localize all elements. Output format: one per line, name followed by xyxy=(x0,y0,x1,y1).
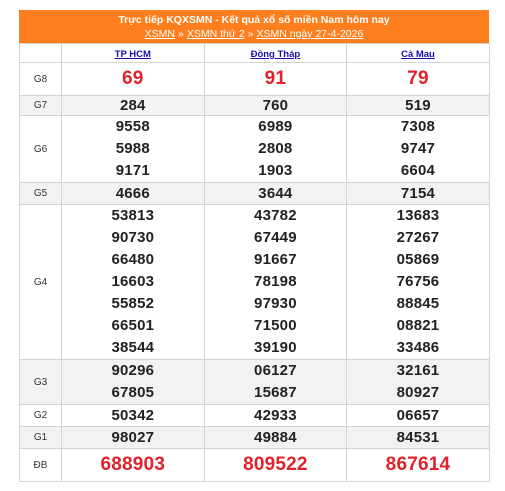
prize-label: G3 xyxy=(20,360,62,405)
prize-number: 15687 xyxy=(254,384,297,401)
prize-cell xyxy=(347,96,490,116)
province-link-ca-mau[interactable]: Cà Mau xyxy=(401,49,435,60)
prize-cell xyxy=(62,427,205,449)
prize-number: 71500 xyxy=(254,317,297,334)
prize-number: 9558 xyxy=(115,118,150,135)
prize-cell xyxy=(347,360,490,405)
results-widget xyxy=(19,10,489,482)
prize-number: 39190 xyxy=(254,339,297,356)
prize-number: 06127 xyxy=(254,362,297,379)
prize-cell xyxy=(204,116,347,183)
prize-number: 90730 xyxy=(111,229,155,246)
prize-number: 88845 xyxy=(396,295,440,312)
prize-cell xyxy=(347,449,490,482)
prize-cell xyxy=(204,405,347,427)
prize-number: 78198 xyxy=(254,273,297,290)
header-blank-cell xyxy=(20,44,62,63)
prize-cell xyxy=(204,449,347,482)
results-banner xyxy=(19,10,489,43)
prize-number: 53813 xyxy=(111,207,155,224)
prize-row-g3 xyxy=(20,360,490,405)
banner-title: Trực tiếp KQXSMN - Kết quả xổ số miền Nam hôm nay xyxy=(118,14,390,26)
prize-number: 6989 xyxy=(258,118,293,135)
province-header xyxy=(347,44,490,63)
prize-label: G5 xyxy=(20,183,62,205)
prize-label: ĐB xyxy=(20,449,62,482)
prize-number: 3644 xyxy=(258,185,293,202)
prize-cell xyxy=(62,183,205,205)
prize-cell xyxy=(62,96,205,116)
prize-number: 42933 xyxy=(254,407,297,424)
prize-number: 66480 xyxy=(111,251,155,268)
prize-table-body xyxy=(20,63,490,482)
prize-number: 9747 xyxy=(400,140,436,157)
prize-cell xyxy=(347,116,490,183)
prize-row-g1 xyxy=(20,427,490,449)
breadcrumb-separator: » xyxy=(178,28,184,40)
prize-label: G1 xyxy=(20,427,62,449)
prize-number: 43782 xyxy=(254,207,297,224)
prize-cell xyxy=(62,360,205,405)
prize-label: G4 xyxy=(20,205,62,360)
prize-number: 49884 xyxy=(254,429,297,446)
prize-number: 67449 xyxy=(254,229,297,246)
prize-row-g4 xyxy=(20,205,490,360)
province-link-tp-hcm[interactable]: TP HCM xyxy=(114,49,151,60)
prize-cell xyxy=(347,183,490,205)
prize-number: 284 xyxy=(119,97,146,114)
prize-number: 50342 xyxy=(111,407,155,424)
breadcrumb-xsmn-date-link[interactable]: XSMN ngày 27-4-2026 xyxy=(256,28,364,40)
prize-number: 688903 xyxy=(100,454,166,475)
prize-number: 2808 xyxy=(258,140,293,157)
prize-cell xyxy=(204,63,347,96)
prize-label: G7 xyxy=(20,96,62,116)
prize-number: 6604 xyxy=(400,162,436,179)
prize-number: 98027 xyxy=(111,429,155,446)
prize-row-g6 xyxy=(20,116,490,183)
prize-number: 08821 xyxy=(396,317,440,334)
breadcrumb-separator: » xyxy=(247,28,254,40)
prize-number: 90296 xyxy=(111,362,155,379)
prize-row-g8 xyxy=(20,63,490,96)
breadcrumb xyxy=(19,28,489,41)
province-header xyxy=(204,44,347,63)
prize-cell xyxy=(62,405,205,427)
prize-number: 55852 xyxy=(111,295,155,312)
prize-label: G6 xyxy=(20,116,62,183)
province-header xyxy=(62,44,205,63)
prize-label: G2 xyxy=(20,405,62,427)
province-header-row xyxy=(20,44,490,63)
prize-number: 91 xyxy=(264,68,287,89)
prize-number: 38544 xyxy=(111,339,155,356)
prize-number: 84531 xyxy=(396,429,440,446)
prize-number: 867614 xyxy=(385,454,451,475)
prize-number: 760 xyxy=(262,97,289,114)
prize-number: 79 xyxy=(407,68,429,89)
province-link-dong-thap[interactable]: Đồng Tháp xyxy=(250,49,301,60)
prize-cell xyxy=(347,427,490,449)
prize-cell xyxy=(204,360,347,405)
prize-label: G8 xyxy=(20,63,62,96)
prize-number: 1903 xyxy=(258,162,293,179)
prize-number: 5988 xyxy=(115,140,150,157)
prize-cell xyxy=(204,205,347,360)
prize-number: 97930 xyxy=(254,295,297,312)
prize-number: 809522 xyxy=(243,454,308,475)
prize-cell xyxy=(204,427,347,449)
prize-row-db xyxy=(20,449,490,482)
results-table xyxy=(19,43,490,482)
prize-number: 67805 xyxy=(111,384,155,401)
prize-number: 7308 xyxy=(400,118,436,135)
prize-number: 66501 xyxy=(111,317,155,334)
prize-number: 32161 xyxy=(396,362,440,379)
prize-row-g5 xyxy=(20,183,490,205)
prize-cell xyxy=(347,405,490,427)
prize-number: 80927 xyxy=(396,384,440,401)
prize-cell xyxy=(347,205,490,360)
prize-cell xyxy=(347,63,490,96)
breadcrumb-xsmn-monday-link[interactable]: XSMN thứ 2 xyxy=(186,28,245,40)
prize-number: 7154 xyxy=(400,185,436,202)
prize-number: 27267 xyxy=(396,229,440,246)
prize-cell xyxy=(62,116,205,183)
prize-number: 4666 xyxy=(115,185,150,202)
prize-number: 06657 xyxy=(396,407,440,424)
prize-cell xyxy=(204,96,347,116)
prize-number: 76756 xyxy=(396,273,440,290)
prize-row-g7 xyxy=(20,96,490,116)
prize-number: 91667 xyxy=(254,251,297,268)
prize-number: 519 xyxy=(405,97,431,114)
prize-number: 16603 xyxy=(111,273,155,290)
prize-number: 69 xyxy=(122,68,144,89)
prize-cell xyxy=(204,183,347,205)
prize-number: 9171 xyxy=(115,162,150,179)
prize-cell xyxy=(62,205,205,360)
prize-number: 13683 xyxy=(396,207,440,224)
breadcrumb-xsmn-link[interactable]: XSMN xyxy=(144,28,176,40)
prize-cell xyxy=(62,63,205,96)
prize-cell xyxy=(62,449,205,482)
prize-row-g2 xyxy=(20,405,490,427)
prize-number: 05869 xyxy=(396,251,440,268)
prize-number: 33486 xyxy=(396,339,440,356)
